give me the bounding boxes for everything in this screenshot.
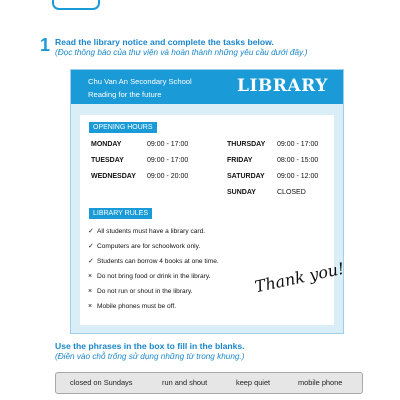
rule-text: Students can borrow 4 books at one time. [97, 258, 219, 265]
rule-text: Mobile phones must be off. [97, 303, 177, 310]
library-notice [70, 69, 344, 334]
check-icon: ✓ [88, 258, 94, 265]
phrase-item: run and shout [162, 378, 208, 387]
task-number: 1 [40, 35, 51, 55]
rule-text: All students must have a library card. [97, 228, 206, 235]
phrase-item: keep quiet [236, 378, 271, 387]
hours-day: THURSDAY [227, 141, 266, 148]
hours-day: SUNDAY [227, 189, 256, 196]
rule-item [88, 286, 193, 297]
rule-text: Do not bring food or drink in the library. [97, 273, 211, 280]
check-icon: ✓ [88, 243, 94, 250]
opening-hours-heading: OPENING HOURS [89, 122, 157, 133]
notice-panel [80, 115, 346, 325]
hours-time: CLOSED [277, 189, 306, 196]
hours-time: 08:00 - 15:00 [277, 157, 319, 164]
hours-time: 09:00 - 17:00 [147, 157, 189, 164]
rule-text: Do not run or shout in the library. [97, 288, 193, 295]
hours-day: MONDAY [91, 141, 122, 148]
phrase-box [55, 372, 363, 394]
phrase-item: closed on Sundays [70, 378, 133, 387]
check-icon: ✓ [88, 228, 94, 235]
notice-title: LIBRARY [237, 76, 328, 96]
notice-banner [71, 70, 343, 104]
rule-text: Computers are for schoolwork only. [97, 243, 201, 250]
header-tab-decoration [52, 0, 100, 10]
hours-day: TUESDAY [91, 157, 124, 164]
hours-day: FRIDAY [227, 157, 253, 164]
task2-instruction: Use the phrases in the box to fill in the blanks. [55, 341, 245, 351]
hours-day: WEDNESDAY [91, 173, 136, 180]
task-instruction-translation: (Đọc thông báo của thư viện và hoàn thành những yêu cầu dưới đây.) [55, 48, 308, 57]
library-rules-heading: LIBRARY RULES [89, 208, 152, 219]
task2-instruction-translation: (Điền vào chỗ trống sử dụng những từ trong khung.) [55, 352, 245, 361]
hours-time: 09:00 - 17:00 [147, 141, 189, 148]
rule-item [88, 256, 219, 267]
rule-item [88, 301, 176, 312]
hours-day: SATURDAY [227, 173, 265, 180]
rule-item [88, 241, 200, 252]
hours-time: 09:00 - 12:00 [277, 173, 319, 180]
rule-item [88, 226, 205, 237]
rule-item [88, 271, 211, 282]
cross-icon: × [88, 288, 93, 295]
cross-icon: × [88, 303, 93, 310]
school-motto: Reading for the future [88, 90, 162, 99]
hours-time: 09:00 - 20:00 [147, 173, 189, 180]
phrase-item: mobile phone [298, 378, 343, 387]
task-instruction: Read the library notice and complete the tasks below. [55, 37, 274, 47]
thank-you-signature: Thank you! [253, 258, 346, 297]
hours-time: 09:00 - 17:00 [277, 141, 319, 148]
school-name: Chu Van An Secondary School [88, 77, 192, 86]
cross-icon: × [88, 273, 93, 280]
